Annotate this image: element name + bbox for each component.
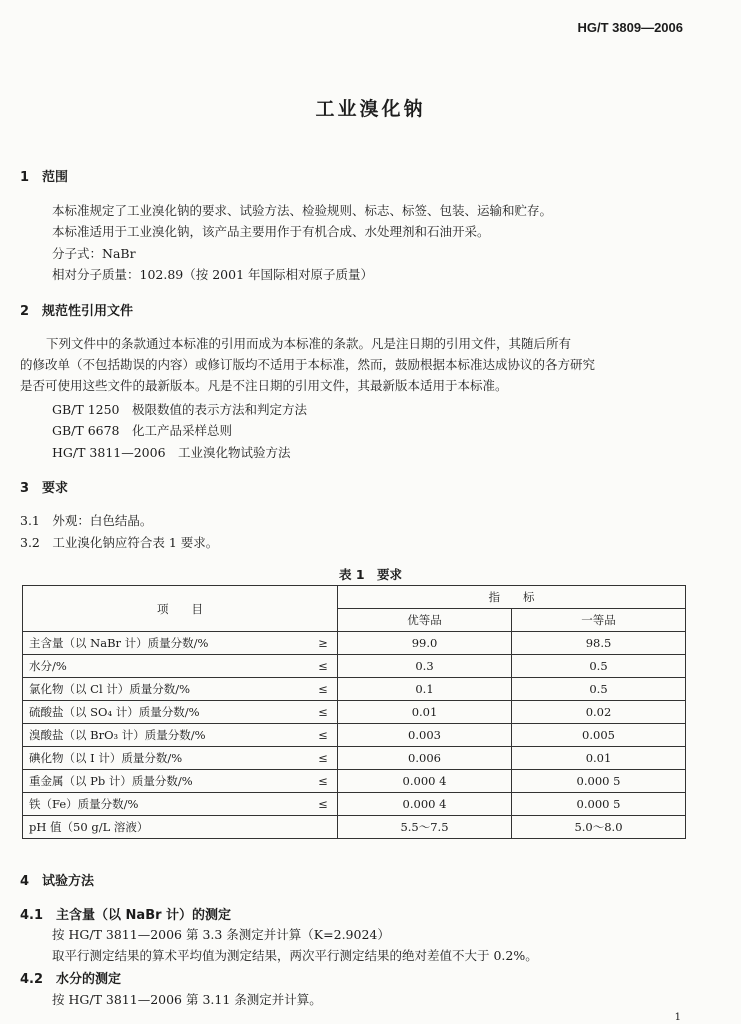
section-3-item: 3.1 外观：白色结晶。	[20, 513, 153, 528]
row-value-first: 0.02	[512, 701, 686, 724]
row-item: pH 值（50 g/L 溶液）	[23, 816, 310, 839]
row-value-superior: 0.3	[338, 655, 512, 678]
section-2-heading: 2 规范性引用文件	[20, 304, 134, 319]
row-sym: ≤	[309, 793, 338, 816]
row-value-superior: 99.0	[338, 632, 512, 655]
row-sym: ≤	[309, 747, 338, 770]
row-sym: ≤	[309, 770, 338, 793]
reference-item: HG/T 3811—2006 工业溴化物试验方法	[52, 445, 291, 460]
subsection-4-2-line: 按 HG/T 3811—2006 第 3.11 条测定并计算。	[52, 992, 322, 1007]
row-item: 氯化物（以 Cl 计）质量分数/%	[23, 678, 310, 701]
table-row	[23, 793, 686, 816]
row-value-superior: 0.1	[338, 678, 512, 701]
table-row	[23, 678, 686, 701]
document-title: 工业溴化钠	[315, 98, 426, 120]
table-row	[23, 701, 686, 724]
table-row	[23, 632, 686, 655]
row-sym: ≤	[309, 655, 338, 678]
row-value-first: 0.5	[512, 655, 686, 678]
section-4-heading: 4 试验方法	[20, 874, 95, 889]
section-2-para-line: 是否可使用这些文件的最新版本。凡是不注日期的引用文件，其最新版本适用于本标准。	[20, 378, 508, 393]
section-2-para-line: 下列文件中的条款通过本标准的引用而成为本标准的条款。凡是注日期的引用文件，其随后所有	[46, 336, 572, 351]
section-1-heading: 1 范围	[20, 170, 69, 185]
row-value-first: 98.5	[512, 632, 686, 655]
row-value-superior: 0.000 4	[338, 793, 512, 816]
row-value-superior: 0.006	[338, 747, 512, 770]
section-1-line: 相对分子质量：102.89（按 2001 年国际相对原子质量）	[52, 267, 373, 282]
reference-item: GB/T 1250 极限数值的表示方法和判定方法	[52, 402, 308, 417]
table-row	[23, 724, 686, 747]
row-value-first: 5.0～8.0	[512, 816, 686, 839]
section-1-line: 本标准规定了工业溴化钠的要求、试验方法、检验规则、标志、标签、包装、运输和贮存。	[52, 203, 553, 218]
reference-item: GB/T 6678 化工产品采样总则	[52, 423, 233, 438]
table-header-row	[23, 586, 686, 609]
section-3-item: 3.2 工业溴化钠应符合表 1 要求。	[20, 535, 219, 550]
row-sym: ≤	[309, 678, 338, 701]
table-caption: 表 1 要求	[338, 567, 403, 582]
row-value-superior: 5.5～7.5	[338, 816, 512, 839]
subsection-4-1-heading: 4.1 主含量（以 NaBr 计）的测定	[20, 908, 232, 923]
section-1-line: 本标准适用于工业溴化钠，该产品主要用作于有机合成、水处理剂和石油开采。	[52, 224, 490, 239]
table-row	[23, 655, 686, 678]
section-2-para-line: 的修改单（不包括勘误的内容）或修订版均不适用于本标准，然而，鼓励根据本标准达成协议的各方研究	[20, 357, 596, 372]
row-item: 溴酸盐（以 BrO₃ 计）质量分数/%	[23, 724, 310, 747]
subsection-4-2-heading: 4.2 水分的测定	[20, 972, 122, 987]
row-value-first: 0.000 5	[512, 793, 686, 816]
row-sym: ≥	[309, 632, 338, 655]
subsection-4-1-line: 按 HG/T 3811—2006 第 3.3 条测定并计算（K=2.9024）	[52, 927, 390, 942]
row-value-superior: 0.003	[338, 724, 512, 747]
row-item: 水分/%	[23, 655, 310, 678]
row-value-superior: 0.000 4	[338, 770, 512, 793]
requirements-table	[22, 585, 686, 839]
standard-number: HG/T 3809—2006	[577, 20, 683, 35]
header-grade-superior: 优等品	[338, 609, 512, 632]
table-row	[23, 747, 686, 770]
row-value-first: 0.01	[512, 747, 686, 770]
table-row	[23, 816, 686, 839]
row-sym	[309, 816, 338, 839]
row-sym: ≤	[309, 701, 338, 724]
header-index: 指 标	[338, 586, 686, 609]
row-value-first: 0.5	[512, 678, 686, 701]
row-value-first: 0.000 5	[512, 770, 686, 793]
table-row	[23, 770, 686, 793]
page-number: 1	[674, 1012, 681, 1023]
header-item: 项 目	[23, 586, 338, 632]
row-item: 铁（Fe）质量分数/%	[23, 793, 310, 816]
row-item: 重金属（以 Pb 计）质量分数/%	[23, 770, 310, 793]
row-item: 主含量（以 NaBr 计）质量分数/%	[23, 632, 310, 655]
header-grade-first: 一等品	[512, 609, 686, 632]
section-1-line: 分子式：NaBr	[52, 246, 136, 261]
row-value-first: 0.005	[512, 724, 686, 747]
section-3-heading: 3 要求	[20, 481, 69, 496]
row-value-superior: 0.01	[338, 701, 512, 724]
row-item: 硫酸盐（以 SO₄ 计）质量分数/%	[23, 701, 310, 724]
row-sym: ≤	[309, 724, 338, 747]
row-item: 碘化物（以 I 计）质量分数/%	[23, 747, 310, 770]
subsection-4-1-line: 取平行测定结果的算术平均值为测定结果，两次平行测定结果的绝对差值不大于 0.2%。	[52, 948, 538, 963]
